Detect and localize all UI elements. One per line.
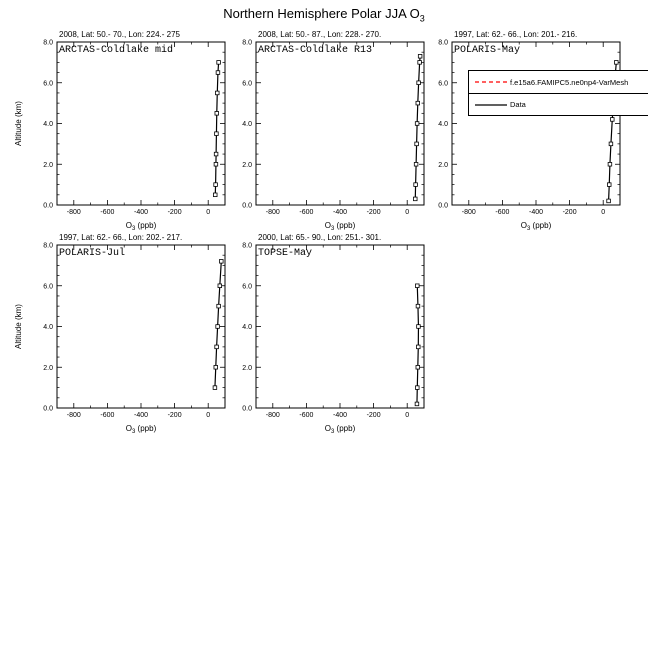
legend-dashed-line-sample — [473, 77, 509, 87]
data-marker — [415, 284, 419, 288]
panel-plot — [407, 26, 634, 237]
y-tick-label: 2.0 — [242, 364, 252, 372]
panel-header: 2008, Lat: 50.- 70., Lon: 224.- 275 — [59, 30, 180, 39]
data-marker — [608, 162, 612, 166]
y-tick-label: 4.0 — [438, 121, 448, 128]
legend-entry-label: Data — [510, 100, 526, 109]
x-axis-label: $O_3$ (ppb) — [324, 221, 356, 232]
panel-header: 1997, Lat: 62.- 66., Lon: 201.- 216. — [454, 30, 578, 39]
y-tick-label: 4.0 — [242, 121, 252, 128]
x-tick-label: -800 — [66, 412, 81, 419]
y-tick-label: 2.0 — [43, 364, 53, 372]
data-marker — [416, 345, 420, 349]
y-tick-label: 8.0 — [242, 39, 252, 47]
x-tick-label: -200 — [167, 209, 182, 216]
profile-panel — [12, 26, 239, 242]
x-axis-label: $O_3$ (ppb) — [324, 424, 356, 435]
y-tick-label: 4.0 — [43, 324, 53, 331]
panel-header: 2008, Lat: 50.- 87., Lon: 228.- 270. — [258, 30, 382, 39]
data-marker — [415, 402, 419, 406]
data-marker — [607, 183, 611, 187]
x-tick-label: -200 — [562, 209, 577, 216]
y-tick-label: 2.0 — [242, 161, 252, 169]
panel-campaign-label: POLARIS-Jul — [59, 248, 126, 259]
y-tick-label: 6.0 — [438, 80, 448, 88]
x-tick-label: -200 — [167, 412, 182, 419]
x-tick-label: 0 — [206, 209, 211, 216]
plot-box — [452, 42, 620, 205]
x-axis-label: $O_3$ (ppb) — [125, 221, 157, 232]
x-tick-label: -200 — [366, 412, 381, 419]
legend-entry-label: f.e15a6.FAMIPC5.ne0np4-VarMesh — [510, 77, 629, 87]
panel-campaign-label: ARCTAS-Coldlake mid — [59, 45, 174, 56]
y-axis-label: Altitude (km) — [14, 304, 23, 349]
x-tick-label: -600 — [495, 209, 510, 216]
x-tick-label: 0 — [206, 412, 211, 419]
panel-plot — [12, 229, 239, 440]
y-tick-label: 0.0 — [43, 405, 53, 413]
x-tick-label: -600 — [299, 209, 314, 216]
y-axis-label: Altitude (km) — [14, 101, 23, 146]
panel-campaign-label: POLARIS-May — [454, 45, 521, 56]
y-tick-label: 0.0 — [242, 405, 252, 413]
y-tick-label: 8.0 — [43, 39, 53, 47]
x-tick-label: 0 — [601, 209, 606, 216]
data-marker — [416, 365, 420, 369]
page-title-subscript: 3 — [419, 13, 425, 24]
profile-panel — [211, 26, 438, 242]
panel-header: 1997, Lat: 62.- 66., Lon: 202.- 217. — [59, 233, 183, 242]
x-tick-label: -600 — [100, 412, 115, 419]
y-tick-label: 8.0 — [438, 39, 448, 47]
data-marker — [609, 142, 613, 146]
legend — [468, 70, 648, 116]
data-marker — [607, 199, 611, 203]
x-tick-label: 0 — [405, 412, 410, 419]
panel-header: 2000, Lat: 65.- 90., Lon: 251.- 301. — [258, 233, 382, 242]
y-tick-label: 0.0 — [242, 202, 252, 210]
profile-panel — [407, 26, 634, 242]
legend-solid-line-sample — [473, 100, 509, 110]
data-marker — [415, 386, 419, 390]
panel-campaign-label: TOPSE-May — [258, 248, 313, 259]
plot-box — [256, 42, 424, 205]
x-axis-label: $O_3$ (ppb) — [520, 221, 552, 232]
y-tick-label: 8.0 — [242, 242, 252, 250]
x-tick-label: 0 — [405, 209, 410, 216]
y-tick-label: 2.0 — [43, 161, 53, 169]
y-tick-label: 6.0 — [43, 283, 53, 291]
y-tick-label: 4.0 — [242, 324, 252, 331]
x-tick-label: -200 — [366, 209, 381, 216]
x-tick-label: -600 — [100, 209, 115, 216]
data-marker — [417, 325, 421, 329]
panel-plot — [12, 26, 239, 237]
profile-panel — [211, 229, 438, 445]
y-tick-label: 0.0 — [438, 202, 448, 210]
x-tick-label: -400 — [133, 412, 149, 419]
legend-entry — [469, 71, 648, 93]
y-tick-label: 6.0 — [43, 80, 53, 88]
x-tick-label: -600 — [299, 412, 314, 419]
y-tick-label: 6.0 — [242, 283, 252, 291]
y-tick-label: 6.0 — [242, 80, 252, 88]
y-tick-label: 4.0 — [43, 121, 53, 128]
x-tick-label: -800 — [265, 209, 280, 216]
page-title-text: Northern Hemisphere Polar JJA O — [223, 6, 420, 21]
panel-plot — [211, 26, 438, 237]
y-tick-label: 8.0 — [43, 242, 53, 250]
panel-campaign-label: ARCTAS-Coldlake R13 — [258, 45, 373, 56]
data-marker — [615, 61, 619, 65]
x-tick-label: -400 — [332, 412, 348, 419]
x-tick-label: -800 — [265, 412, 280, 419]
x-tick-label: -400 — [133, 209, 149, 216]
data-marker — [416, 304, 420, 308]
plot-box — [256, 245, 424, 408]
plot-box — [57, 245, 225, 408]
x-tick-label: -800 — [461, 209, 476, 216]
y-tick-label: 0.0 — [43, 202, 53, 210]
legend-entry — [469, 93, 648, 115]
panel-plot — [211, 229, 438, 440]
x-tick-label: -800 — [66, 209, 81, 216]
data-marker — [610, 118, 614, 122]
x-axis-label: $O_3$ (ppb) — [125, 424, 157, 435]
plot-box — [57, 42, 225, 205]
y-tick-label: 2.0 — [438, 161, 448, 169]
page-title — [0, 6, 648, 24]
profile-panel — [12, 229, 239, 445]
x-tick-label: -400 — [332, 209, 348, 216]
x-tick-label: -400 — [528, 209, 544, 216]
